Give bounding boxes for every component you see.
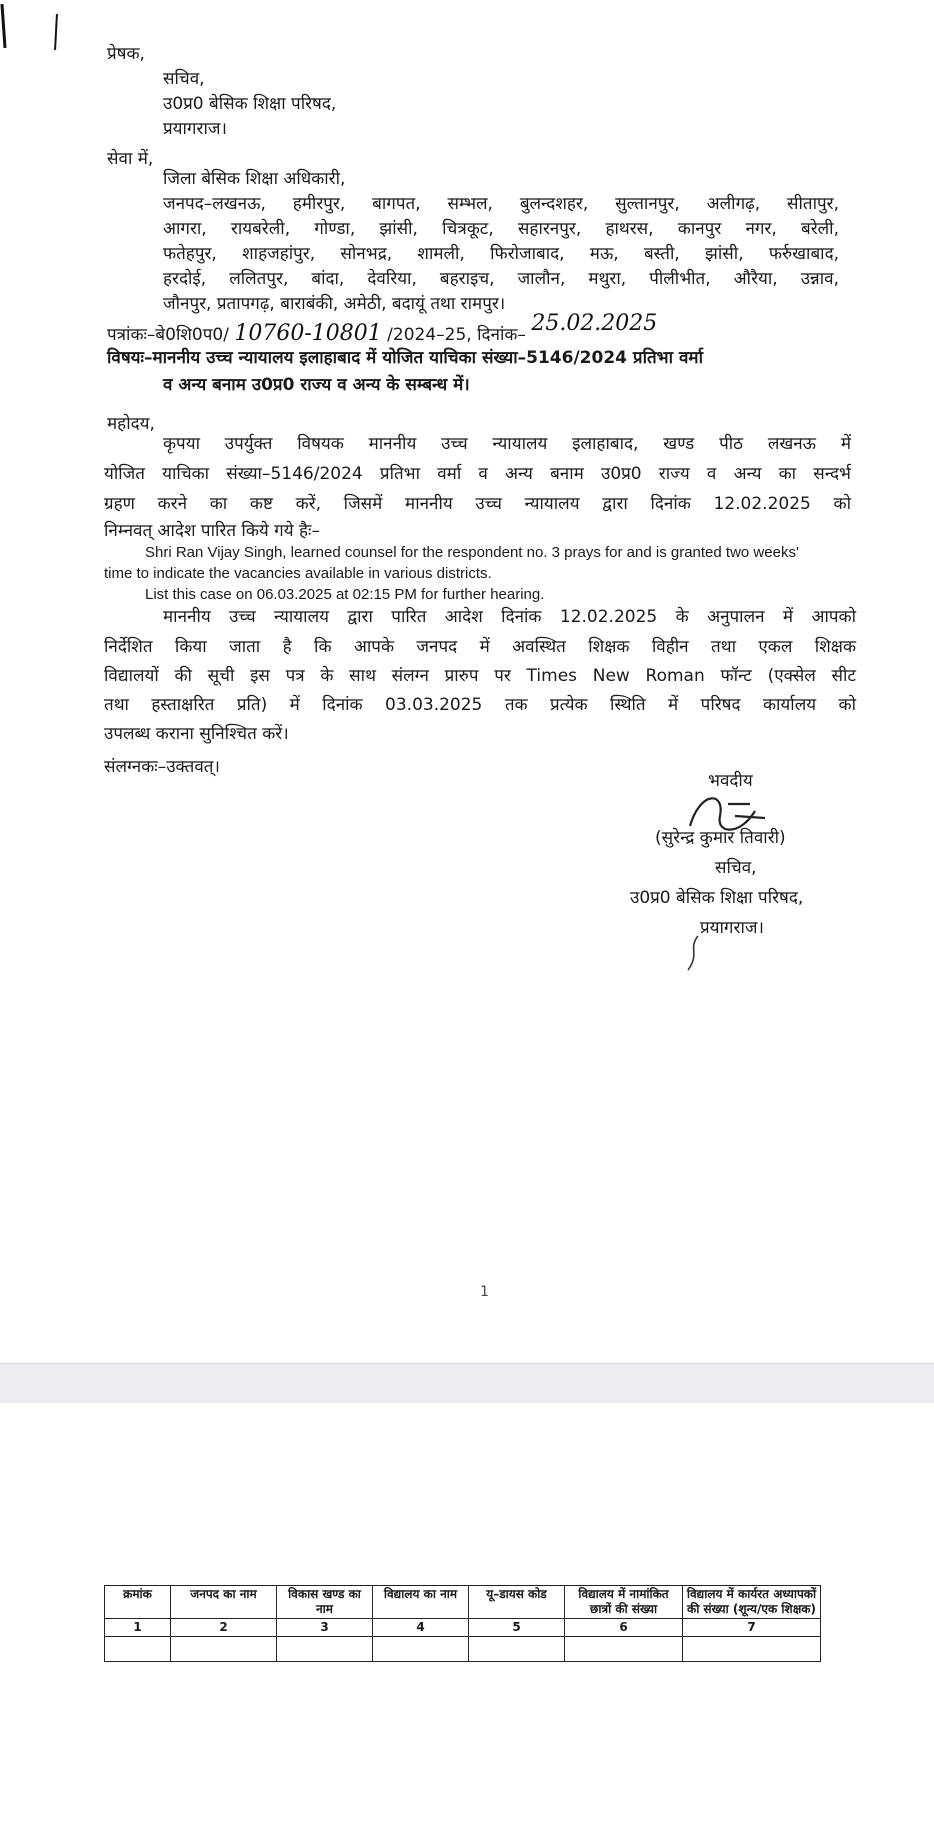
- reference-line: [107, 311, 658, 346]
- district-line: हरदोई, ललितपुर, बांदा, देवरिया, बहराइच, जालौन, मथुरा, पीलीभीत, औरैया, उन्नाव,: [163, 269, 839, 289]
- table-header-cell: यू–डायस कोड: [469, 1586, 565, 1619]
- column-number: 1: [105, 1619, 171, 1637]
- table-cell: [469, 1637, 565, 1662]
- table-cell: [105, 1637, 171, 1662]
- table-header-cell: विद्यालय में नामांकित छात्रों की संख्या: [565, 1586, 683, 1619]
- sender-line: सचिव,: [163, 69, 205, 89]
- paragraph-line: तथा हस्ताक्षरित प्रति) में दिनांक 03.03.2025 तक प्रत्येक स्थिति में परिषद कार्यालय को: [104, 695, 856, 715]
- page-number: 1: [480, 1284, 489, 1300]
- subject-line: विषयः–माननीय उच्च न्यायालय इलाहाबाद में योजित याचिका संख्या–5146/2024 प्रतिभा वर्मा: [107, 348, 703, 368]
- enclosure-line: संलग्नकः–उक्तवत्।: [104, 757, 220, 777]
- column-number: 4: [373, 1619, 469, 1637]
- paragraph-line: कृपया उपर्युक्त विषयक माननीय उच्च न्यायालय इलाहाबाद, खण्ड पीठ लखनऊ में: [163, 434, 851, 454]
- table-row: [105, 1619, 821, 1637]
- table-header-row: [105, 1586, 821, 1619]
- sender-line: प्रयागराज।: [163, 119, 227, 139]
- court-order-line: Shri Ran Vijay Singh, learned counsel for the respondent no. 3 prays for and is granted two weeks': [145, 544, 799, 561]
- subject-line: व अन्य बनाम उ0प्र0 राज्य व अन्य के सम्बन्ध में।: [163, 375, 470, 395]
- column-number: 7: [683, 1619, 821, 1637]
- table-header-cell: क्रमांक: [105, 1586, 171, 1619]
- reference-number-handwritten: 10760-10801: [234, 321, 382, 346]
- court-order-line: time to indicate the vacancies available in various districts.: [104, 565, 492, 582]
- table-row: [105, 1637, 821, 1662]
- court-order-line: List this case on 06.03.2025 at 02:15 PM for further hearing.: [145, 586, 545, 603]
- pen-mark: [684, 934, 704, 974]
- district-line: जनपद–लखनऊ, हमीरपुर, बागपत, सम्भल, बुलन्दशहर, सुल्तानपुर, अलीगढ़, सीतापुर,: [163, 194, 839, 214]
- table-cell: [683, 1637, 821, 1662]
- district-school-table: [104, 1585, 821, 1662]
- table-header-cell: विद्यालय में कार्यरत अध्यापकों की संख्या (शून्य/एक शिक्षक): [683, 1586, 821, 1619]
- reference-suffix: /2024–25, दिनांक–: [387, 325, 526, 345]
- table-header-cell: विकास खण्ड का नाम: [277, 1586, 373, 1619]
- paragraph-line: उपलब्ध कराना सुनिश्चित करें।: [104, 724, 289, 744]
- closing: भवदीय: [708, 771, 753, 791]
- margin-mark: [54, 14, 58, 50]
- table-cell: [171, 1637, 277, 1662]
- signatory-org: उ0प्र0 बेसिक शिक्षा परिषद,: [630, 888, 804, 908]
- district-line: जौनपुर, प्रतापगढ़, बाराबंकी, अमेठी, बदायूं तथा रामपुर।: [163, 294, 506, 314]
- to-label: सेवा में,: [107, 149, 154, 169]
- table-cell: [277, 1637, 373, 1662]
- page-separator: [0, 1363, 934, 1404]
- signatory-name: (सुरेन्द्र कुमार तिवारी): [655, 828, 786, 848]
- column-number: 6: [565, 1619, 683, 1637]
- paragraph-line: योजित याचिका संख्या–5146/2024 प्रतिभा वर्मा व अन्य बनाम उ0प्र0 राज्य व अन्य का सन्दर्भ: [104, 464, 851, 484]
- paragraph-line: निर्देशित किया जाता है कि आपके जनपद में अवस्थित शिक्षक विहीन तथा एकल शिक्षक: [104, 637, 856, 657]
- table-header-cell: जनपद का नाम: [171, 1586, 277, 1619]
- paragraph-line: विद्यालयों की सूची इस पत्र के साथ संलग्न प्रारुप पर Times New Roman फॉन्ट (एक्सेल सीट: [104, 666, 856, 686]
- signatory-designation: सचिव,: [715, 858, 757, 878]
- sender-line: उ0प्र0 बेसिक शिक्षा परिषद,: [163, 94, 337, 114]
- column-number: 3: [277, 1619, 373, 1637]
- district-line: आगरा, रायबरेली, गोण्डा, झांसी, चित्रकूट, सहारनपुर, हाथरस, कानपुर नगर, बरेली,: [163, 219, 839, 239]
- column-number: 2: [171, 1619, 277, 1637]
- district-line: फतेहपुर, शाहजहांपुर, सोनभद्र, शामली, फिरोजाबाद, मऊ, बस्ती, झांसी, फर्रुखाबाद,: [163, 244, 839, 264]
- column-number: 5: [469, 1619, 565, 1637]
- paragraph-line: निम्नवत् आदेश पारित किये गये हैः–: [104, 521, 320, 541]
- table-cell: [373, 1637, 469, 1662]
- paragraph-line: माननीय उच्च न्यायालय द्वारा पारित आदेश दिनांक 12.02.2025 के अनुपालन में आपको: [163, 607, 856, 627]
- table-cell: [565, 1637, 683, 1662]
- sender-label: प्रेषक,: [107, 44, 145, 64]
- date-handwritten: 25.02.2025: [531, 311, 658, 336]
- salutation: महोदय,: [107, 414, 155, 434]
- table-header-cell: विद्यालय का नाम: [373, 1586, 469, 1619]
- margin-mark: [0, 4, 6, 48]
- reference-prefix: पत्रांकः–बे0शि0प0/: [107, 325, 229, 345]
- to-title: जिला बेसिक शिक्षा अधिकारी,: [163, 169, 346, 189]
- paragraph-line: ग्रहण करने का कष्ट करें, जिसमें माननीय उच्च न्यायालय द्वारा दिनांक 12.02.2025 को: [104, 494, 851, 514]
- signatory-city: प्रयागराज।: [700, 918, 764, 938]
